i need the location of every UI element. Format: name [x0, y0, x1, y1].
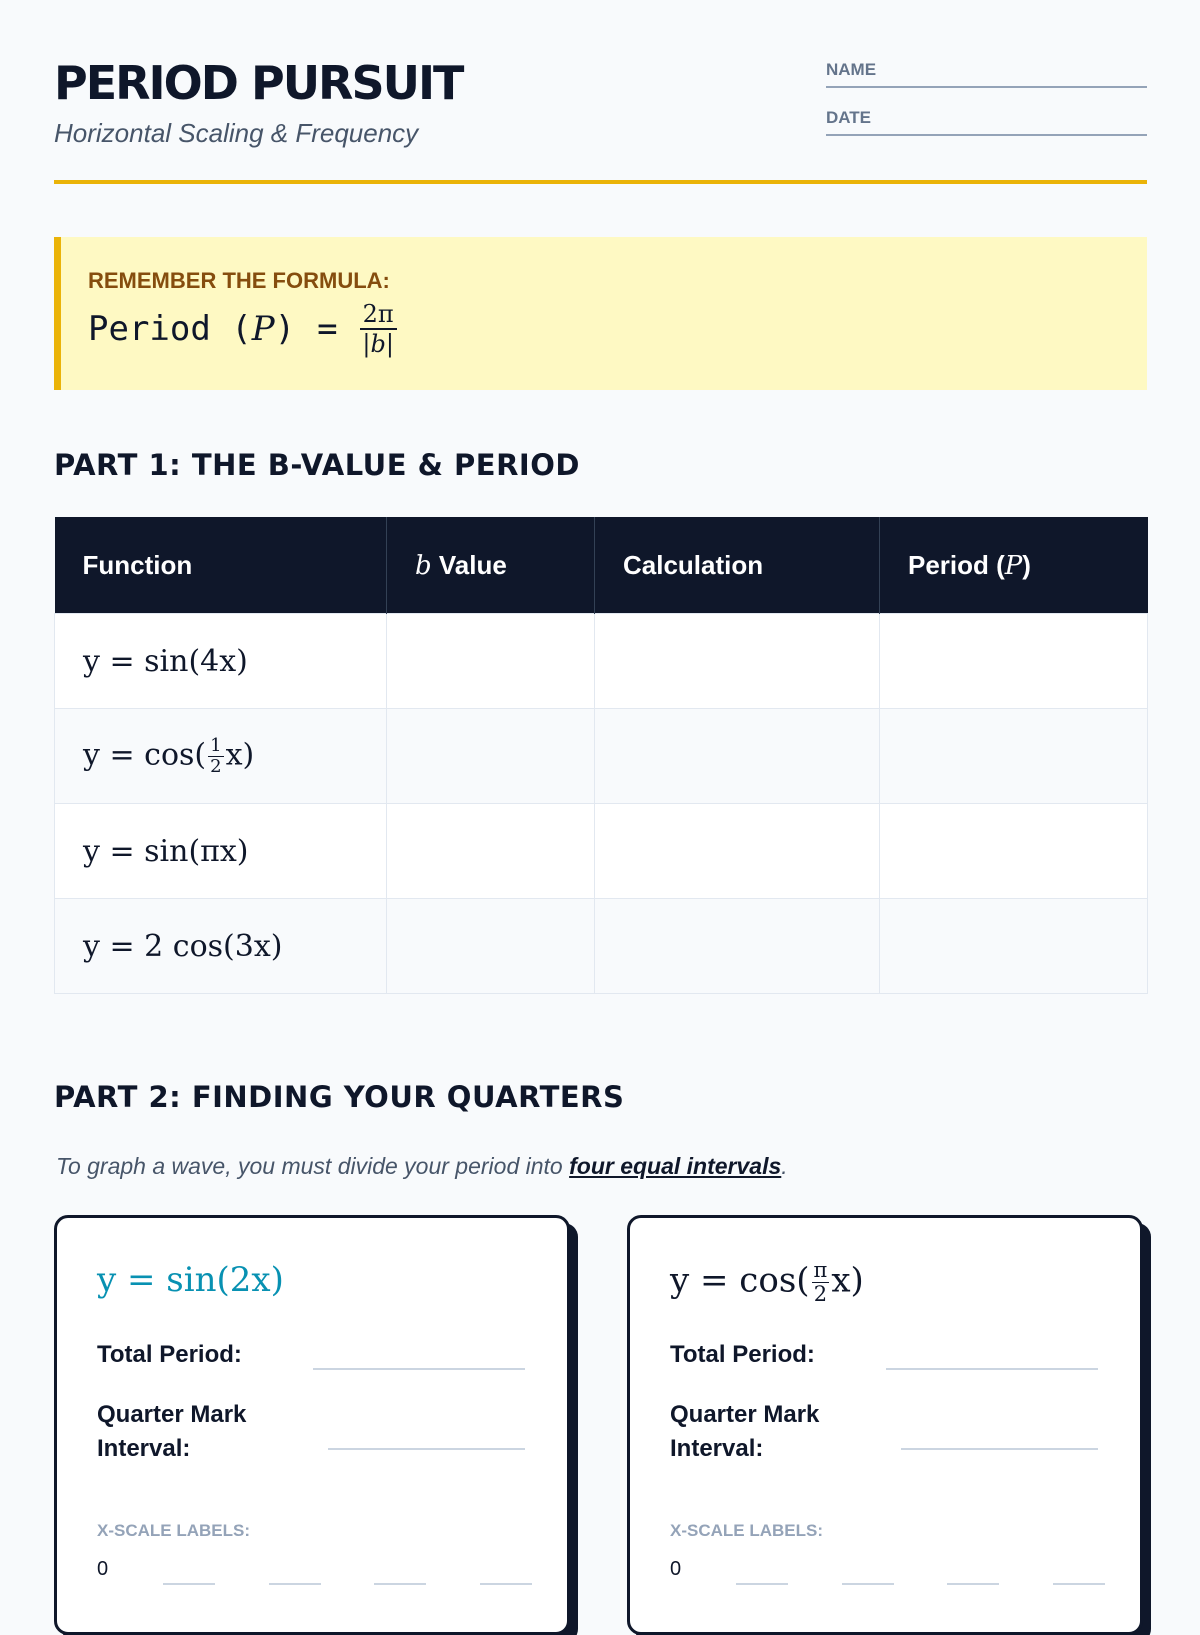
formula-equals: = [317, 309, 338, 349]
formula-label: REMEMBER THE FORMULA: [88, 268, 390, 293]
card-function: y = sin(2x) [97, 1260, 284, 1300]
card-function [670, 1260, 864, 1305]
table-header-row [55, 517, 1148, 614]
fraction-denominator: 2 [813, 1282, 828, 1306]
card-function-pre: y = cos( [670, 1260, 810, 1301]
x-scale-blank[interactable] [269, 1583, 321, 1585]
card-function-post: x) [831, 1260, 864, 1301]
fraction-denominator: 2 [210, 755, 222, 777]
period-table [54, 517, 1148, 994]
quarter-interval-answer-line[interactable] [328, 1448, 525, 1450]
period-formula [88, 299, 397, 359]
intro-end: . [781, 1153, 788, 1179]
total-period-label: Total Period: [97, 1341, 242, 1368]
x-scale-start: 0 [670, 1558, 682, 1580]
formula-callout [54, 237, 1147, 390]
formula-lhs-suffix: ) [274, 309, 296, 349]
period-cell[interactable] [880, 614, 1148, 709]
part1-heading: PART 1: THE B-VALUE & PERIOD [54, 448, 580, 482]
function-cell: y = 2 cos(3x) [55, 899, 387, 994]
formula-lhs-var: P [251, 309, 275, 349]
col-period [880, 517, 1148, 614]
part2-intro [56, 1153, 788, 1180]
x-scale-label: X-SCALE LABELS: [670, 1521, 823, 1540]
x-scale-blank[interactable] [1053, 1583, 1105, 1585]
x-scale-blank[interactable] [480, 1583, 532, 1585]
period-cell[interactable] [880, 804, 1148, 899]
quarter-interval-answer-line[interactable] [901, 1448, 1098, 1450]
function-cell: y = sin(πx) [55, 804, 387, 899]
total-period-answer-line[interactable] [886, 1368, 1098, 1370]
function-pre: y = cos( [83, 737, 207, 772]
calculation-cell[interactable] [595, 899, 880, 994]
table-row [55, 709, 1148, 804]
col-period-var: P [1004, 550, 1023, 581]
x-scale-blank[interactable] [374, 1583, 426, 1585]
col-b-text: Value [431, 549, 507, 580]
period-cell[interactable] [880, 899, 1148, 994]
intro-text: To graph a wave, you must divide your period into [56, 1153, 570, 1179]
formula-denominator: |b| [362, 330, 394, 358]
col-function: Function [55, 517, 387, 614]
card-function-fraction [812, 1260, 830, 1305]
part2-heading: PART 2: FINDING YOUR QUARTERS [54, 1080, 625, 1114]
x-scale-start: 0 [97, 1558, 109, 1580]
table-row [55, 899, 1148, 994]
function-fraction [208, 734, 223, 777]
b-value-cell[interactable] [387, 614, 595, 709]
function-cell: y = sin(4x) [55, 614, 387, 709]
date-field[interactable] [826, 104, 1147, 136]
page-title: PERIOD PURSUIT [54, 56, 463, 110]
intro-emphasis: four equal intervals [569, 1153, 782, 1179]
calculation-cell[interactable] [595, 709, 880, 804]
worksheet-header [54, 56, 1147, 184]
col-b-value [387, 517, 595, 614]
function-cell [55, 709, 387, 804]
b-value-cell[interactable] [387, 709, 595, 804]
table-row [55, 804, 1148, 899]
x-scale-blank[interactable] [947, 1583, 999, 1585]
formula-fraction [360, 302, 397, 356]
name-label: NAME [826, 60, 877, 79]
name-field[interactable] [826, 56, 1147, 88]
total-period-answer-line[interactable] [313, 1368, 525, 1370]
formula-numerator: 2π [360, 302, 397, 330]
b-value-cell[interactable] [387, 899, 595, 994]
table-row [55, 614, 1148, 709]
x-scale-label: X-SCALE LABELS: [97, 1521, 250, 1540]
x-scale-blank[interactable] [736, 1583, 788, 1585]
total-period-label: Total Period: [670, 1341, 815, 1368]
quarter-interval-label: Quarter Mark Interval: [97, 1401, 247, 1462]
calculation-cell[interactable] [595, 804, 880, 899]
function-post: x) [225, 737, 255, 772]
b-value-cell[interactable] [387, 804, 595, 899]
calculation-cell[interactable] [595, 614, 880, 709]
header-divider [54, 180, 1147, 184]
x-scale-blank[interactable] [163, 1583, 215, 1585]
fraction-numerator: π [813, 1258, 828, 1282]
x-scale-blank[interactable] [842, 1583, 894, 1585]
col-period-suffix: ) [1022, 549, 1031, 580]
col-period-prefix: Period ( [908, 549, 1005, 580]
col-b-var: b [415, 550, 432, 581]
col-calculation: Calculation [595, 517, 880, 614]
quarter-card [54, 1215, 570, 1635]
fraction-numerator: 1 [210, 734, 222, 756]
page-subtitle: Horizontal Scaling & Frequency [54, 118, 419, 148]
date-label: DATE [826, 108, 872, 127]
quarter-interval-label: Quarter Mark Interval: [670, 1401, 820, 1462]
quarter-card [627, 1215, 1143, 1635]
period-cell[interactable] [880, 709, 1148, 804]
formula-lhs-prefix: Period ( [88, 309, 252, 349]
